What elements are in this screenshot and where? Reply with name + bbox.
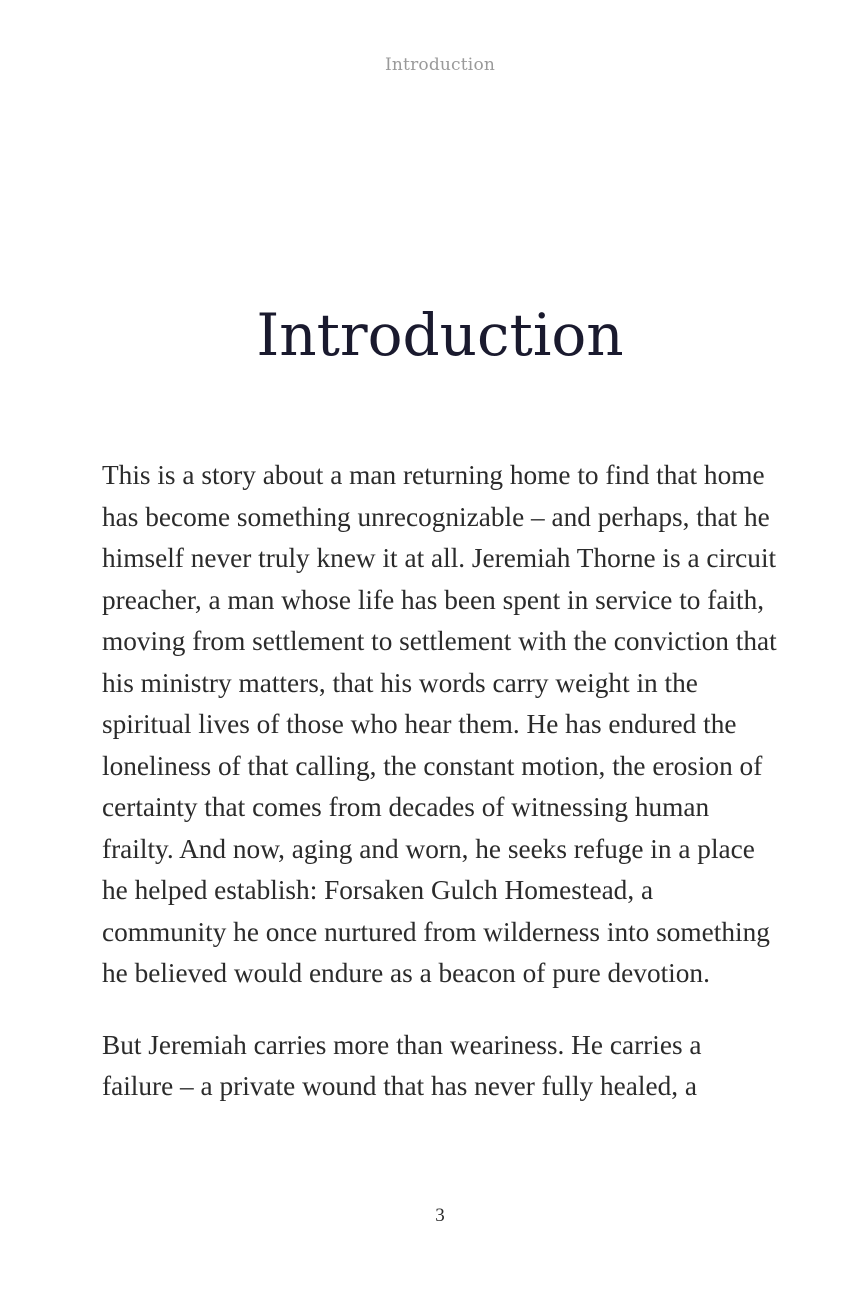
paragraph: But Jeremiah carries more than weariness. He carries a failure – a private wound that has never fully healed, a [102, 1029, 702, 1101]
body-text [102, 455, 778, 1138]
page-number: 3 [435, 1205, 445, 1226]
running-header: Introduction [384, 55, 496, 75]
chapter-title: Introduction [256, 301, 624, 369]
paragraph: This is a story about a man returning home to find that home has become something unrecognizable – and perhaps, that he himself never truly knew it at all. Jeremiah Thorne is a circuit preacher, a man whose life has been spent in service to faith, moving from settlement to settlement with the conviction that his ministry matters, that his words carry weight in the spiritual lives of those who hear them. He has endured the loneliness of that calling, the constant motion, the erosion of certainty that comes from decades of witnessing human frailty. And now, aging and worn, he seeks refuge in a place he helped establish: Forsaken Gulch Homestead, a community he once nurtured from wilderness into something he believed would endure as a beacon of pure devotion. [102, 460, 777, 988]
